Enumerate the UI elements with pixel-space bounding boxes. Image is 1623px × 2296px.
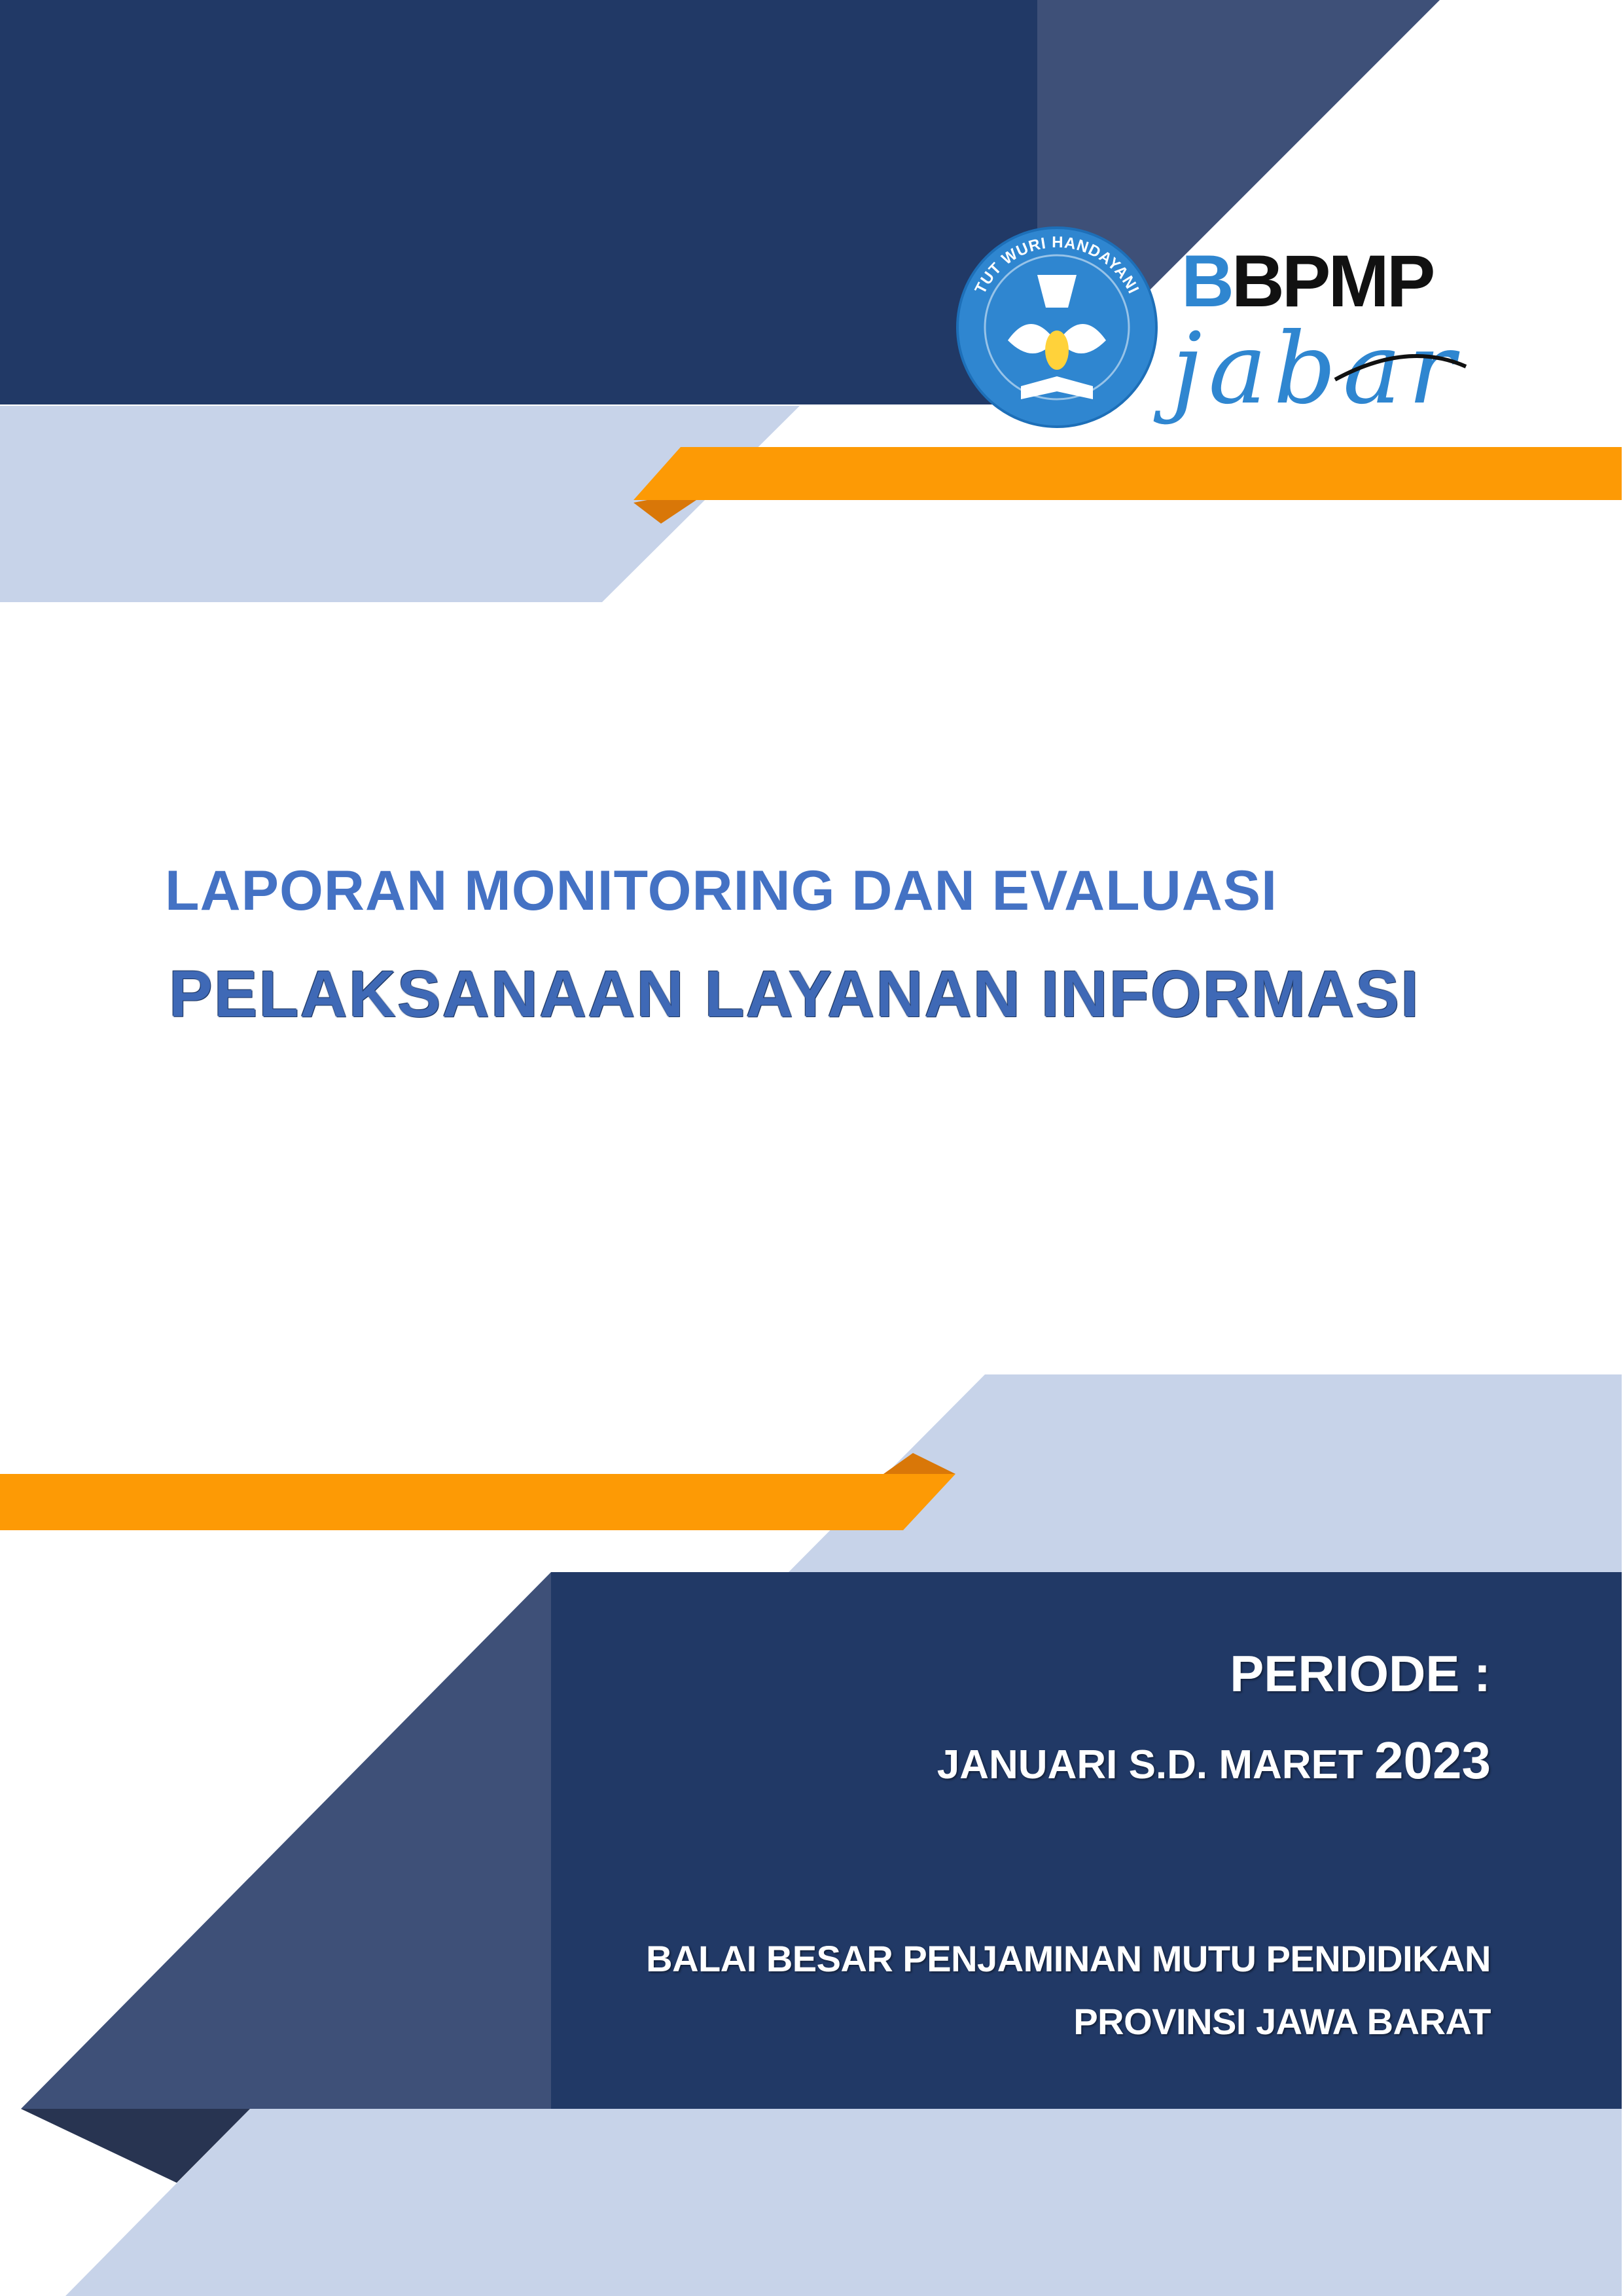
report-title-line1: LAPORAN MONITORING DAN EVALUASI (165, 859, 1278, 922)
periode-value (937, 1731, 1491, 1791)
emblem-circle (957, 228, 1156, 427)
emblem-motto-text: TUT WURI HANDAYANI (971, 233, 1143, 297)
bottom-decoration (0, 1374, 1622, 2296)
periode-year: 2023 (1374, 1731, 1491, 1789)
report-title-line2: PELAKSANAAN LAYANAN INFORMASI (169, 958, 1420, 1031)
bottom-orange-stripe (0, 1474, 955, 1530)
logo-wordmark: BBPMP (1181, 240, 1433, 322)
periode-label: PERIODE : (1230, 1645, 1491, 1702)
tut-wuri-handayani-emblem (957, 228, 1156, 427)
bottom-slate-triangle (21, 1572, 551, 2109)
bottom-pale-blue-lower (65, 2109, 1622, 2296)
top-orange-stripe (633, 447, 1622, 500)
bbpmp-jabar-logo (1153, 240, 1466, 426)
institution-name-line1: BALAI BESAR PENJAMINAN MUTU PENDIDIKAN (646, 1938, 1491, 1979)
periode-range: JANUARI S.D. MARET (936, 1742, 1363, 1787)
emblem-flame (1045, 331, 1069, 370)
institution-name-line2: PROVINSI JAWA BARAT (1073, 2001, 1491, 2042)
logo-script-jabar: jabar (1171, 312, 1462, 426)
top-navy-block (0, 0, 1037, 404)
